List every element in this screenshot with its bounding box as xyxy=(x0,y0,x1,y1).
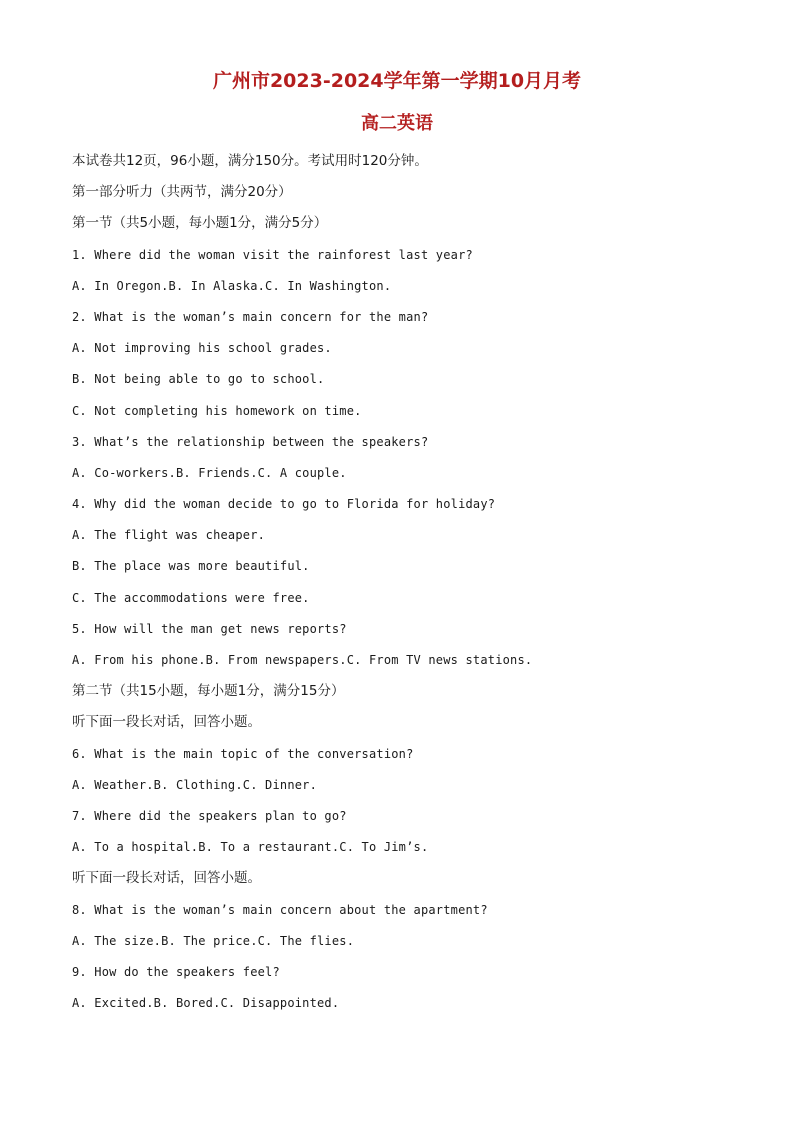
exam-body xyxy=(72,146,752,1019)
question-7: 7. Where did the speakers plan to go? xyxy=(72,808,347,823)
question-4-option-b: B. The place was more beautiful. xyxy=(72,559,310,574)
question-3-options: A. Co-workers.B. Friends.C. A couple. xyxy=(72,465,347,480)
question-1-options: A. In Oregon.B. In Alaska.C. In Washington. xyxy=(72,278,392,293)
question-4-option-c: C. The accommodations were free. xyxy=(72,590,310,605)
question-2: 2. What is the woman’s main concern for the man? xyxy=(72,309,429,324)
question-9-options: A. Excited.B. Bored.C. Disappointed. xyxy=(72,996,340,1011)
question-7-options: A. To a hospital.B. To a restaurant.C. To Jim’s. xyxy=(72,840,429,855)
question-6-options: A. Weather.B. Clothing.C. Dinner. xyxy=(72,777,318,792)
question-8: 8. What is the woman’s main concern about the apartment? xyxy=(72,902,488,917)
exam-title: 广州市2023-2024学年第一学期10月月考 xyxy=(212,70,582,92)
question-2-option-a: A. Not improving his school grades. xyxy=(72,341,332,356)
part1-heading: 第一部分听力（共两节，满分20分） xyxy=(72,184,292,201)
question-4: 4. Why did the woman decide to go to Florida for holiday? xyxy=(72,497,496,512)
question-1: 1. Where did the woman visit the rainforest last year? xyxy=(72,247,473,262)
section1-heading: 第一节（共5小题，每小题1分，满分5分） xyxy=(72,215,328,232)
section2-heading: 第二节（共15小题，每小题1分，满分15分） xyxy=(72,683,345,700)
question-8-options: A. The size.B. The price.C. The flies. xyxy=(72,933,355,948)
exam-subject: 高二英语 xyxy=(361,113,433,134)
question-5: 5. How will the man get news reports? xyxy=(72,621,347,636)
dialogue-instruction: 听下面一段长对话，回答小题。 xyxy=(72,870,261,887)
question-4-option-a: A. The flight was cheaper. xyxy=(72,528,266,543)
question-6: 6. What is the main topic of the conversation? xyxy=(72,746,414,761)
dialogue-instruction: 听下面一段长对话，回答小题。 xyxy=(72,714,261,731)
question-3: 3. What’s the relationship between the speakers? xyxy=(72,434,429,449)
question-5-options: A. From his phone.B. From newspapers.C. From TV news stations. xyxy=(72,653,533,667)
question-2-option-c: C. Not completing his homework on time. xyxy=(72,403,362,418)
question-9: 9. How do the speakers feel? xyxy=(72,964,280,979)
question-2-option-b: B. Not being able to go to school. xyxy=(72,372,325,387)
exam-intro: 本试卷共12页，96小题，满分150分。考试用时120分钟。 xyxy=(72,153,428,169)
